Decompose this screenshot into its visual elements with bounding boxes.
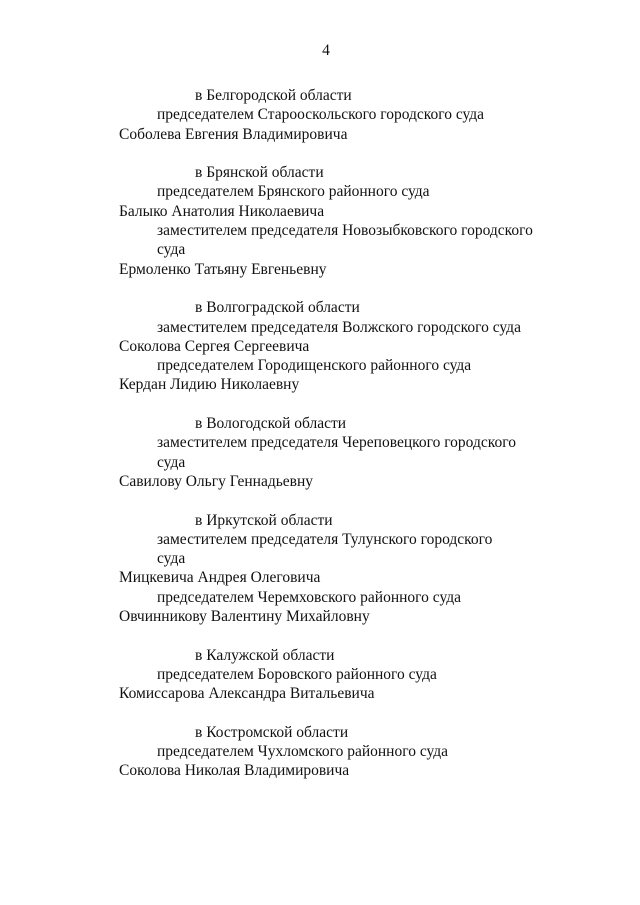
position-title: председателем Брянского районного суда	[157, 183, 430, 201]
region-heading: в Брянской области	[195, 164, 324, 182]
section-spacer	[0, 279, 640, 298]
appointee-name: Овчинникову Валентину Михайловну	[119, 608, 370, 626]
section-spacer	[0, 144, 640, 163]
region-section	[0, 163, 640, 279]
appointee-name: Мицкевича Андрея Олеговича	[119, 569, 321, 587]
region-section	[0, 414, 640, 491]
region-section	[0, 723, 640, 781]
document-body	[0, 86, 640, 781]
region-heading: в Белгородской области	[195, 87, 352, 104]
position-title: председателем Городищенского районного суда	[157, 357, 472, 375]
position-title: суда	[157, 550, 186, 568]
region-heading: в Иркутской области	[195, 511, 333, 529]
appointee-name: Балыко Анатолия Николаевича	[119, 202, 325, 220]
position-title: председателем Черемховского районного суда	[157, 588, 461, 606]
page-number: 4	[322, 42, 330, 59]
region-section	[0, 298, 640, 394]
position-title: председателем Старооскольского городского суда	[157, 106, 485, 124]
appointee-name: Савилову Ольгу Геннадьевну	[119, 472, 314, 490]
region-heading: в Костромской области	[195, 723, 349, 741]
appointee-name: Соболева Евгения Владимировича	[119, 125, 348, 143]
position-title: председателем Чухломского районного суда	[157, 743, 449, 761]
position-title: заместителем председателя Череповецкого городского	[157, 434, 516, 452]
appointee-name: Кердан Лидию Николаевну	[119, 376, 300, 394]
position-title: заместителем председателя Тулунского городского	[157, 530, 493, 548]
position-title: суда	[157, 453, 186, 471]
region-section	[0, 511, 640, 627]
position-title: суда	[157, 241, 186, 259]
appointee-name: Соколова Сергея Сергеевича	[119, 337, 310, 355]
region-heading: в Волгоградской области	[195, 299, 360, 317]
region-section	[0, 86, 640, 144]
section-spacer	[0, 491, 640, 510]
position-title: заместителем председателя Новозыбковского городского	[157, 222, 533, 240]
region-section	[0, 646, 640, 704]
region-heading: в Вологодской области	[195, 415, 347, 433]
region-heading: в Калужской области	[195, 646, 335, 664]
appointee-name: Соколова Николая Владимировича	[119, 762, 350, 780]
appointee-name: Комиссарова Александра Витальевича	[119, 685, 375, 703]
section-spacer	[0, 704, 640, 723]
position-title: председателем Боровского районного суда	[157, 665, 437, 683]
section-spacer	[0, 395, 640, 414]
section-spacer	[0, 626, 640, 645]
appointee-name: Ермоленко Татьяну Евгеньевну	[119, 260, 327, 278]
position-title: заместителем председателя Волжского городского суда	[157, 318, 521, 336]
